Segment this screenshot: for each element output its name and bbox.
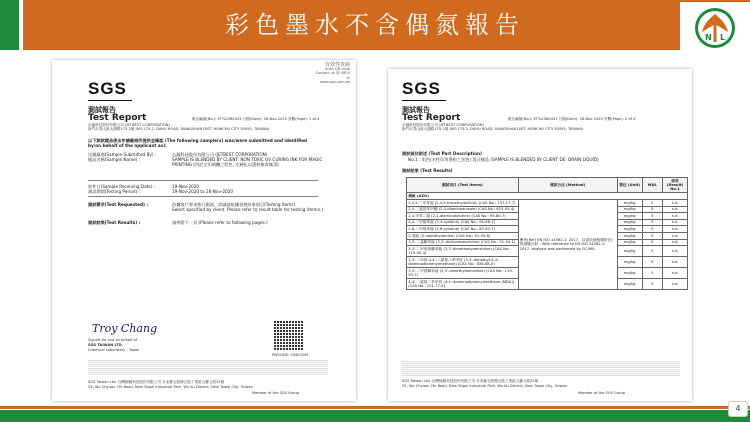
part-description-heading: 測試部位敘述 (Test Part Description) (402, 151, 482, 156)
cell-item: 4,4'-二氨基二苯甲烷 (4,4'-diaminodiphenylmethane (MDA)) (CAS No.: 101-77-9) (407, 279, 519, 290)
cell-mdl: 5 (642, 268, 663, 279)
col-header-mdl: MDL (642, 178, 663, 193)
logo-icon (680, 2, 750, 50)
cell-unit: mg/kg (617, 226, 642, 233)
sample-field-value: SAMPLE IS BLENDED BY CLIENT: NON TOXIC UV CURING INK FOR MAGIC (172, 157, 323, 162)
cell-item: 3,3'-二甲基-4,4'-二氨基二苯甲烷 (3,3'-dimethyl-4,4'-diaminodiphenylmethane) (CAS No.: 838-88-0) (407, 257, 519, 268)
qr-code (274, 320, 304, 350)
client-line-2: 新竹市香山區大湖路175-2號 (NO.175-2, DAHU ROAD, XIANGSHAN DIST. HSINCHU CITY 30093, TAIWAN) (402, 127, 584, 131)
logo-letter-right: L (720, 33, 726, 42)
sgs-logo: SGS (402, 79, 441, 98)
cell-mdl: 5 (642, 246, 663, 257)
footer-green-band (0, 410, 750, 422)
cell-item: 3,3'-二氯聯苯胺 (3,3'-dichlorobenzidine) (CAS No.: 91-94-1) (407, 239, 519, 246)
cell-item: 3,3'-二甲氧基聯苯胺 (3,3'-dimethoxybenzidine) (CAS No.: 119-90-4) (407, 246, 519, 257)
signer-line: SGS TAIWAN LTD. (88, 343, 124, 347)
cell-unit: mg/kg (617, 279, 642, 290)
test-requested-label: 測試需求(Test Requested) : (88, 202, 149, 207)
signature: Troy Chang (92, 322, 158, 335)
sgs-logo-rule (402, 100, 446, 101)
cell-mdl: 5 (642, 257, 663, 268)
page-number: 4 (728, 401, 748, 417)
cell-item: 2,4-二氨基苯甲醚 (2,4-diaminoanisole) (CAS No.: 615-05-4) (407, 206, 519, 213)
test-requested-line: Select specified by client. Please refer to result table for testing item(s.) (172, 207, 324, 212)
test-requested-line: 依據客戶要求執行測試，詳細請依據表格結果項目(Testing items) (172, 202, 296, 207)
cell-item: 2,4-二甲基苯胺 (2,4-xylidine) (CAS No.: 95-68-1) (407, 219, 519, 226)
report-meta: 報告編號(No.): ET%23B0431 日期(Date): 26-Nov-2020 頁數(Page): 1 of 4 (192, 117, 320, 121)
cell-item: 2,4-甲苯二胺 (2,4-diaminotoluene) (CAS No.: 95-80-7) (407, 213, 519, 220)
sample-heading: 以下測試樣品係由申請廠商所提供並確認 (The following sample(s) was/were submitted and identified by/on behalf of the applicant as): (88, 138, 308, 148)
company-logo (680, 2, 750, 50)
test-results-value: 請參閱下一頁 (Please refer to following pages.) (172, 220, 268, 225)
cell-result: n.d. (663, 279, 688, 290)
disclaimer-fineprint (88, 360, 328, 376)
report-title-zh: 測試報告 (402, 106, 430, 114)
report-title-en: Test Report (402, 113, 461, 123)
date-field-label: 測試期間(Testing Period) : (88, 189, 140, 194)
cell-unit: mg/kg (617, 257, 642, 268)
cell-mdl: 5 (642, 279, 663, 290)
signer-line: Signed for and on behalf of (88, 338, 137, 342)
sgs-logo-rule (88, 100, 132, 101)
footer-line: Member of the SGS Group (252, 391, 300, 395)
cell-result: n.d. (663, 219, 688, 226)
client-line-1: 弘瀚科技股份有限公司 (JETBEST CORPORATION) (88, 123, 170, 127)
divider (88, 196, 318, 197)
col-header-item: 測試項目 (Test Items) (407, 178, 519, 193)
date-field-value: 19-Nov-2020 (172, 184, 200, 189)
footer-line: 25, Wu Chyuan 7th Road, New Taipei Industrial Park, Wu Ku District, New Taipei City, Taiwan (88, 385, 253, 389)
footer-line: SGS Taiwan Ltd. 台灣檢驗科技股份有限公司 台北縣五股鄉五股工業區五權七路25號 (88, 380, 225, 384)
report-title-zh: 測試報告 (88, 106, 116, 114)
sample-field-label: 樣品名稱(Sample Name) : (88, 157, 141, 162)
cell-mdl: 5 (642, 213, 663, 220)
client-line-1: 弘瀚科技股份有限公司 (JETBEST CORPORATION) (402, 123, 484, 127)
col-header-unit: 單位 (Unit) (617, 178, 642, 193)
cell-mdl: 5 (642, 239, 663, 246)
cell-unit: mg/kg (617, 219, 642, 226)
sgs-logo: SGS (88, 79, 127, 98)
cell-item: 2,6-二甲基苯胺 (2,6-xylidine) (CAS No.: 87-62-7) (407, 226, 519, 233)
footer-line: Member of the SGS Group (578, 391, 626, 395)
sample-field-label: 送樣廠商(Sample Submitted By) : (88, 152, 157, 157)
cell-mdl: 5 (642, 206, 663, 213)
test-results-label: 測試結果(Test Results) : (88, 220, 141, 225)
test-report-page-1 (52, 60, 356, 401)
footer-orange-band (0, 406, 750, 409)
client-line-2: 新竹市香山區大湖路175-2號 (NO.175-2, DAHU ROAD, XIANGSHAN DIST. HSINCHU CITY 30093, TAIWAN) (88, 127, 270, 131)
results-table (406, 177, 688, 290)
cell-mdl: 5 (642, 219, 663, 226)
sample-field-value: PRINTING (用於全印刷機之彩色, 光硬化以墨粉無毒無毒) (172, 162, 279, 167)
cell-unit: mg/kg (617, 206, 642, 213)
cell-unit: mg/kg (617, 246, 642, 257)
cell-item: 2-萘胺 (2-naphthylamine) (CAS No.: 91-59-8) (407, 232, 519, 239)
slide-header (0, 0, 750, 50)
cell-method: 參考(Ref) EN ISO 14362-1: 2017，以高效液相層析法/質譜儀分析 - With reference to EN ISO 14362-1: 2017, analysis was performed by GC/MS. (518, 200, 617, 290)
cell-result: n.d. (663, 257, 688, 268)
qr-caption: PWCODE: 034EC061 (272, 353, 309, 357)
signer-line: Chemical Laboratory - Taipei (88, 348, 140, 352)
cell-unit: mg/kg (617, 239, 642, 246)
section-label: 偶氮 (AZO) (407, 193, 688, 200)
cell-item: 3,3'-二甲基聯苯胺 (3,3'-dimethylbenzidine) (CAS No.: 119-93-7) (407, 268, 519, 279)
sample-field-value: 弘瀚科技股份有限公司 (JETBEST CORPORATION) (172, 152, 268, 157)
date-field-value: 19-Nov-2020 to 26-Nov-2020 (172, 189, 234, 194)
cell-result: n.d. (663, 213, 688, 220)
cell-unit: mg/kg (617, 268, 642, 279)
cell-result: n.d. (663, 200, 688, 207)
date-field-label: 收件日(Sample Receiving Date) : (88, 184, 156, 189)
cell-result: n.d. (663, 226, 688, 233)
cell-result: n.d. (663, 232, 688, 239)
disclaimer-fineprint (402, 361, 680, 377)
col-header-method: 測試方法 (Method) (518, 178, 617, 193)
verification-corner: 有效性查詢 Scan QR code Contact us @ 0800 or www.sgs.com.tw (315, 62, 350, 84)
cell-mdl: 5 (642, 200, 663, 207)
slide-title: 彩色墨水不含偶氮報告 (225, 11, 525, 39)
col-header-result: 結果 (Result) No.1 (663, 178, 688, 193)
cell-result: n.d. (663, 268, 688, 279)
report-meta: 報告編號(No.): ET%23B0431 日期(Date): 26-Nov-2020 頁數(Page): 2 of 4 (508, 117, 636, 121)
footer-line: SGS Taiwan Ltd. 台灣檢驗科技股份有限公司 台北縣五股鄉五股工業區五權七路25號 (402, 379, 539, 383)
part-description-value: No.1 : 彩色(水性印用墨粉之黑色) 混合樣品 (SAMPLE IS BLENDED BY CLIENT DE: DRAIN LIQUID) (408, 157, 599, 162)
logo-letter-left: N (705, 33, 712, 42)
cell-result: n.d. (663, 206, 688, 213)
cell-unit: mg/kg (617, 213, 642, 220)
table-row (407, 200, 688, 207)
divider (88, 180, 318, 181)
table-header-row (407, 178, 688, 193)
report-title-en: Test Report (88, 113, 147, 123)
cell-result: n.d. (663, 239, 688, 246)
table-section-row (407, 193, 688, 200)
cell-mdl: 5 (642, 226, 663, 233)
cell-result: n.d. (663, 246, 688, 257)
footer-line: 25, Wu Chyuan 7th Road, New Taipei Industrial Park, Wu Ku District, New Taipei City, Taiwan (402, 384, 567, 388)
test-report-page-2 (388, 69, 692, 401)
cell-unit: mg/kg (617, 232, 642, 239)
cell-item: 2,4,5-三甲苯胺 (2,4,5-trimethylaniline) (CAS No.: 137-17-7) (407, 200, 519, 207)
results-heading: 測試結果 (Test Results) (402, 168, 453, 173)
cell-unit: mg/kg (617, 200, 642, 207)
cell-mdl: 5 (642, 232, 663, 239)
